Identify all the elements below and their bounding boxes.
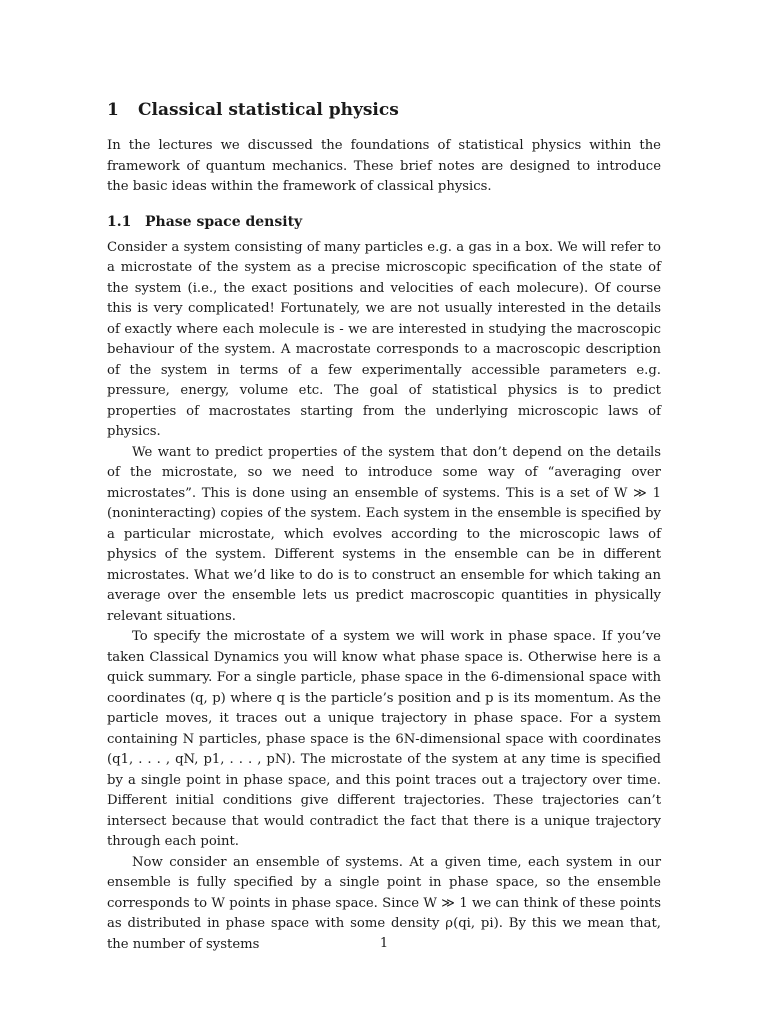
section-heading	[107, 98, 661, 122]
page-number: 1	[379, 936, 389, 951]
document-body	[107, 98, 661, 955]
section-number: 1	[107, 100, 119, 120]
subsection-heading	[107, 212, 661, 232]
intro-paragraph: In the lectures we discussed the foundations of statistical physics within the framework of quantum mechanics. These brief notes are designed to introduce the basic ideas within the framework of classical physics.	[107, 138, 661, 194]
section-title: Classical statistical physics	[138, 100, 399, 120]
subsection-title: Phase space density	[145, 213, 303, 230]
paragraph-density: Now consider an ensemble of systems. At a given time, each system in our ensemble is fully specified by a single point in phase space, so the ensemble corresponds to W points in phase space. Since W ≫ 1 we can think of these points as distributed in phase space with some density ρ(qi, pi). By this we mean that, the number of systems	[107, 854, 661, 952]
subsection-number: 1.1	[107, 213, 132, 230]
paragraph-microstate: Consider a system consisting of many particles e.g. a gas in a box. We will refer to a microstate of the system as a precise microscopic specification of the state of the system (i.e., the exact positions and velocities of each molecure). Of course this is very complicated! Fortunately, we are not usually interested in the details of exactly where each molecule is - we are interested in studying the macroscopic behaviour of the system. A macrostate corresponds to a macroscopic description of the system in terms of a few experimentally accessible parameters e.g. pressure, energy, volume etc. The goal of statistical physics is to predict properties of macrostates starting from the underlying microscopic laws of physics.	[107, 239, 661, 439]
paragraph-ensemble: We want to predict properties of the system that don’t depend on the details of the microstate, so we need to introduce some way of “averaging over microstates”. This is done using an ensemble of systems. This is a set of W ≫ 1 (noninteracting) copies of the system. Each system in the ensemble is specified by a particular microstate, which evolves according to the microscopic laws of physics of the system. Different systems in the ensemble can be in different microstates. What we’d like to do is to construct an ensemble for which taking an average over the ensemble lets us predict macroscopic quantities in physically relevant situations.	[107, 444, 661, 624]
paragraph-phase-space: To specify the microstate of a system we will work in phase space. If you’ve taken Classical Dynamics you will know what phase space is. Otherwise here is a quick summary. For a single particle, phase space in the 6-dimensional space with coordinates (q, p) where q is the particle’s position and p is its momentum. As the particle moves, it traces out a unique trajectory in phase space. For a system containing N particles, phase space is the 6N-dimensional space with coordinates (q1, . . . , qN, p1, . . . , pN). The microstate of the system at any time is specified by a single point in phase space, and this point traces out a trajectory over time. Different initial conditions give different trajectories. These trajectories can’t intersect because that would contradict the fact that there is a unique trajectory through each point.	[107, 629, 661, 849]
